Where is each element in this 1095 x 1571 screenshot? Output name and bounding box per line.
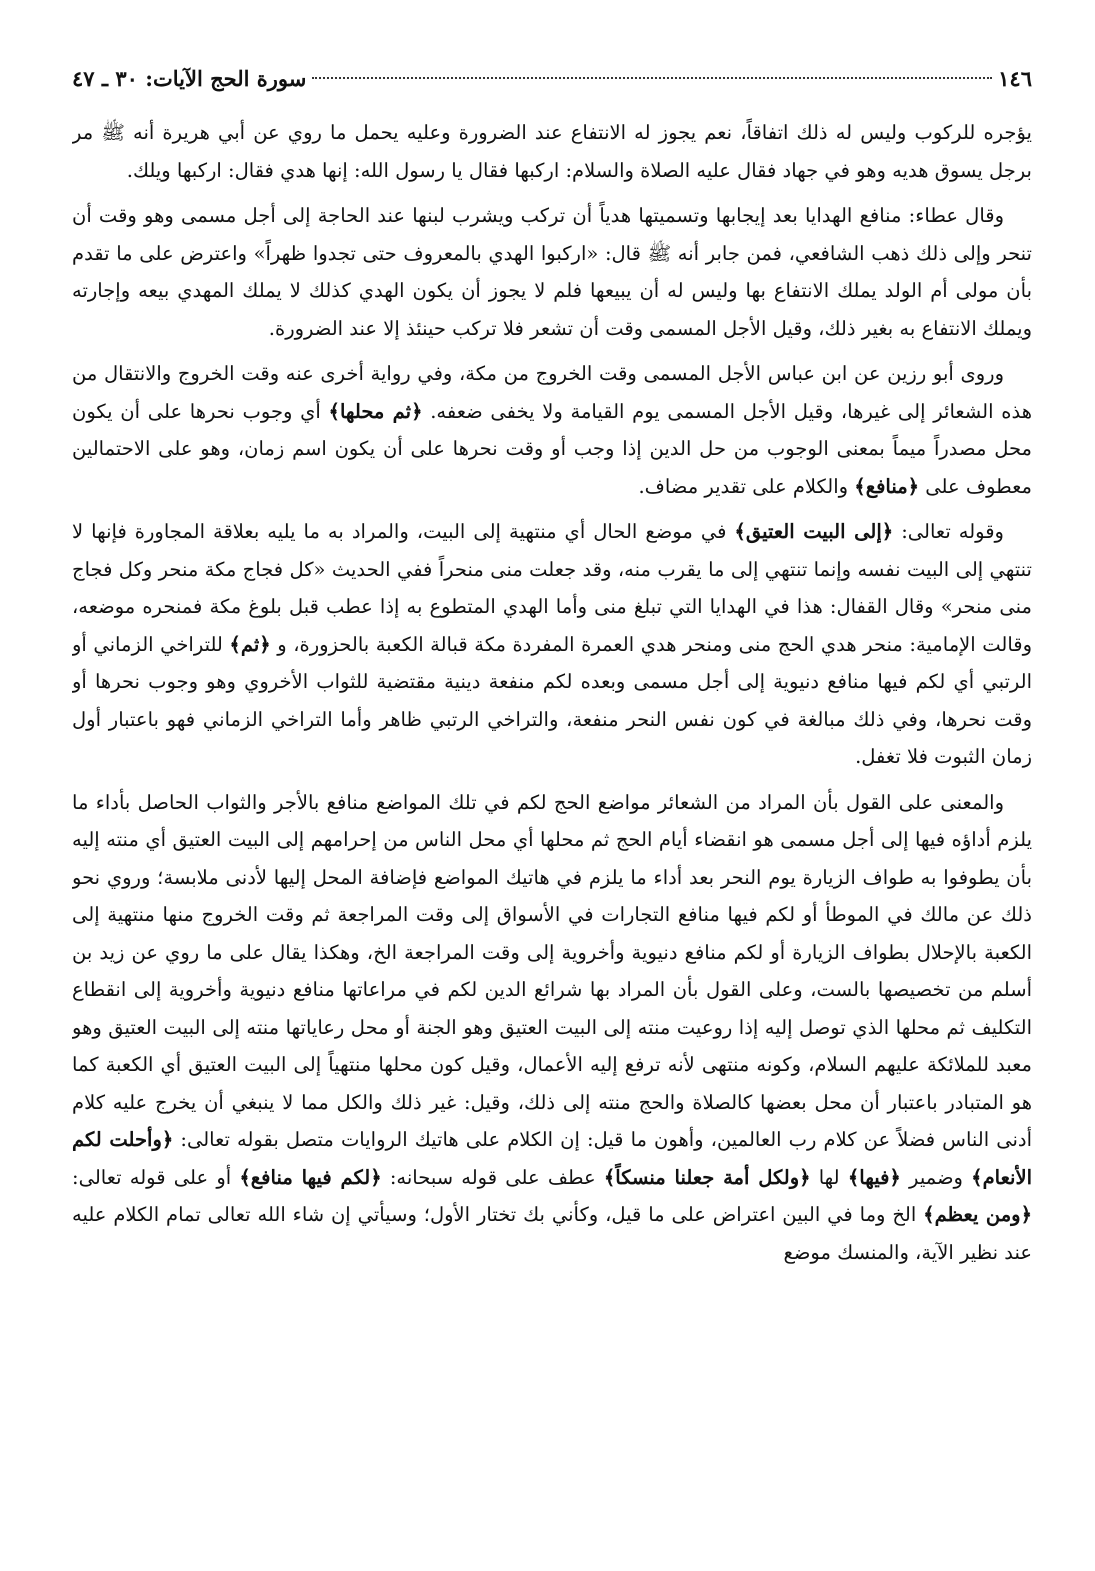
- text-run: وروى أبو رزين عن ابن عباس الأجل المسمى وقت الخروج من مكة، وفي رواية أخرى عنه وقت الخروج والانتقال من هذه الشعائر إلى غيرها، وقيل الأجل المسمى يوم القيامة ولا يخفى ضعفه.: [72, 362, 1032, 423]
- paragraph-p4: [72, 513, 1032, 776]
- text-run: لها: [810, 1165, 848, 1189]
- quran-quote: ﴿إلى البيت العتيق﴾: [734, 520, 894, 543]
- text-run: للتراخي الزماني أو الرتبي أي لكم فيها منافع دنيوية إلى أجل مسمى وبعده لكم منفعة دينية مقتضية للثواب الأخروي وهو وجوب نحرها أو وقت نحرها، وفي ذلك مبالغة في كون نفس النحر منفعة، والتراخي الرتبي ظاهر وأما التراخي الزماني فهو باعتبار أول زمان الثبوت فلا تغفل.: [72, 632, 1032, 768]
- paragraph-p2: [72, 197, 1032, 347]
- text-run: والكلام على تقدير مضاف.: [638, 474, 855, 498]
- quran-quote: ﴿ولكل أمة جعلنا منسكاً﴾: [603, 1165, 811, 1189]
- text-run: عطف على قوله سبحانه:: [381, 1165, 604, 1189]
- quran-quote: ﴿لكم فيها منافع﴾: [239, 1165, 382, 1189]
- paragraph-p1: [72, 114, 1032, 189]
- body-text: [72, 114, 1032, 1271]
- quran-quote: ﴿ثم﴾: [229, 632, 271, 656]
- text-run: في موضع الحال أي منتهية إلى البيت، والمراد به ما يليه بعلاقة المجاورة فإنها لا تنتهي إلى البيت نفسه وإنما تنتهي إلى ما يقرب منه، وقد جعلت منى منحراً ففي الحديث «كل فجاج مكة منحر وكل فجاج منى منحر» وقال القفال: هذا في الهدايا التي تبلغ منى وأما الهدي المتطوع به إذا عطب قبل بلوغ مكة فمنحره موضعه، وقالت الإمامية: منحر هدي الحج منى ومنحر هدي العمرة المفردة مكة قبالة الكعبة بالحزورة، و: [72, 520, 1032, 656]
- quran-quote: ﴿ثم محلها﴾: [328, 399, 423, 423]
- text-run: أي وجوب نحرها على أن يكون محل مصدراً ميماً بمعنى الوجوب من حل الدين إذا وجب أو وقت نحرها على أن يكون اسم زمان، وهو على الاحتمالين معطوف على: [72, 399, 1032, 498]
- running-title: سورة الحج الآيات: ٣٠ ـ ٤٧: [72, 66, 307, 91]
- text-run: والمعنى على القول بأن المراد من الشعائر مواضع الحج لكم في تلك المواضع منافع بالأجر والثواب الحاصل بأداء ما يلزم أداؤه فيها إلى أجل مسمى هو انقضاء أيام الحج ثم محلها أي محل الناس من إحرامهم إلى البيت العتيق أي منته إليه بأن يطوفوا به طواف الزيارة يوم النحر بعد أداء ما يلزم في هاتيك المواضع فإضافة المحل إليها لأدنى ملابسة؛ وروي نحو ذلك عن مالك في الموطأ أو لكم فيها منافع التجارات في الأسواق إلى وقت المراجعة ثم وقت الخروج منها منتهية إلى الكعبة بالإحلال بطواف الزيارة أو لكم منافع دنيوية وأخروية إلى وقت المراجعة الخ، وهكذا يقال على ما روي عن زيد بن أسلم من تخصيصها بالست، وعلى القول بأن المراد بها شرائع الدين لكم في مراعاتها منافع دنيوية وأخروية إلى انقطاع التكليف ثم محلها الذي توصل إليه إذا روعيت منته إلى البيت العتيق وهو الجنة أو محل رعاياتها منته إلى البيت العتيق وهو معبد للملائكة عليهم السلام، وكونه منتهى لأنه ترفع إليه الأعمال، وقيل كون محلها منتهياً إلى البيت العتيق أي الكعبة كما هو المتبادر باعتبار أن محل بعضها كالصلاة والحج منته إلى ذلك، وقيل: غير ذلك والكل مما لا ينبغي أن يخرج عليه كلام أدنى الناس فضلاً عن كلام رب العالمين، وأهون ما قيل: إن الكلام على هاتيك الروايات متصل بقوله تعالى:: [72, 790, 1032, 1151]
- page-number: ١٤٦: [998, 66, 1032, 91]
- text-run: وقوله تعالى:: [893, 520, 1004, 543]
- text-run: يؤجره للركوب وليس له ذلك اتفاقاً، نعم يجوز له الانتفاع عند الضرورة وعليه يحمل ما روي عن أبي هريرة أنه ﷺ مر برجل يسوق هديه وهو في جهاد فقال عليه الصلاة والسلام: اركبها فقال يا رسول الله: إنها هدي فقال: اركبها ويلك.: [72, 121, 1032, 182]
- quran-quote: ﴿ومن يعظم﴾: [923, 1203, 1032, 1226]
- text-run: وقال عطاء: منافع الهدايا بعد إيجابها وتسميتها هدياً أن تركب ويشرب لبنها عند الحاجة إلى أجل مسمى وهو وقت أن تنحر وإلى ذلك ذهب الشافعي، فمن جابر أنه ﷺ قال: «اركبوا الهدي بالمعروف حتى تجدوا ظهراً» واعترض على ما تقدم بأن مولى أم الولد يملك الانتفاع بها وليس له أن يبيعها فلم لا يجوز أن يكون الهدي كذلك لا يملك المهدي بيعه وإجارته ويملك الانتفاع به بغير ذلك، وقيل الأجل المسمى وقت أن تشعر فلا تركب حينئذ إلا عند الضرورة.: [72, 204, 1032, 340]
- quran-quote: ﴿منافع﴾: [854, 474, 920, 498]
- header-dotted-leader: [312, 77, 992, 79]
- text-run: الخ وما في البين اعتراض على ما قيل، وكأني بك تختار الأول؛ وسيأتي إن شاء الله تعالى تمام الكلام عليه عند نظير الآية، والمنسك موضع: [72, 1203, 1032, 1264]
- text-run: أو على قوله تعالى:: [72, 1165, 240, 1189]
- book-page: [72, 62, 1032, 1557]
- quran-quote: ﴿فيها﴾: [847, 1165, 901, 1189]
- paragraph-p3: [72, 355, 1032, 505]
- text-run: وضمير: [900, 1165, 972, 1189]
- quran-quote: ﴿وأحلت لكم الأنعام﴾: [72, 1128, 1032, 1189]
- page-header: [72, 62, 1032, 102]
- paragraph-p5: [72, 784, 1032, 1272]
